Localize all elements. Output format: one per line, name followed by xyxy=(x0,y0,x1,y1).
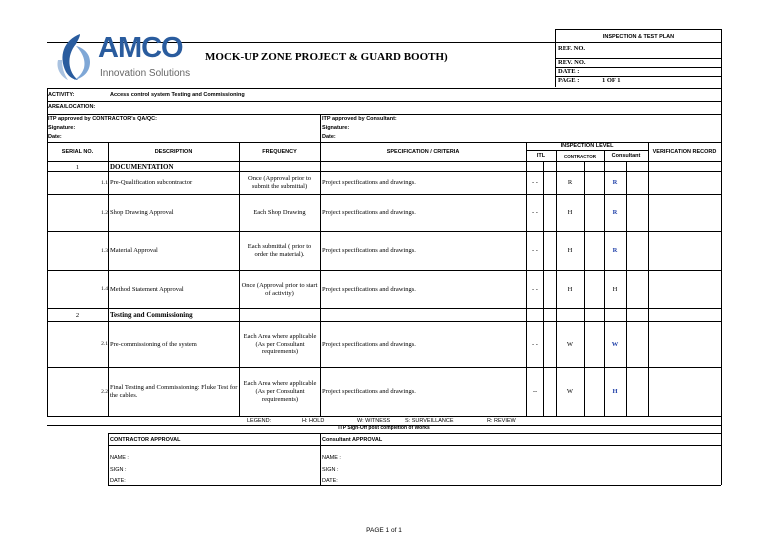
row-contractor-level: R xyxy=(567,179,573,187)
page-footer: PAGE 1 of 1 xyxy=(366,527,402,534)
row-itl: -- xyxy=(532,388,538,396)
row-frequency: Each Shop Drawing xyxy=(253,209,306,217)
section-1-serial: 1 xyxy=(75,164,80,171)
logo-brand: AMCO xyxy=(98,32,183,64)
activity-value: Access control system Testing and Commissioning xyxy=(110,92,245,98)
page-value: 1 OF 1 xyxy=(602,77,621,84)
activity-label: ACTIVITY: xyxy=(48,92,75,98)
row-itl: - - xyxy=(532,285,538,293)
row-consultant-level: W xyxy=(611,340,619,348)
contractor-approval-title: CONTRACTOR APPROVAL xyxy=(110,437,181,443)
date-label: DATE : xyxy=(558,68,580,75)
row-frequency: Each submittal ( prior to order the material). xyxy=(247,243,312,258)
row-number: 1.2 xyxy=(101,209,108,216)
row-number: 2.1 xyxy=(101,341,108,348)
consultant-itp-approval: ITP approved by Consultant: xyxy=(322,116,397,122)
legend-label: LEGEND: xyxy=(247,418,272,424)
contractor-date-label: Date: xyxy=(48,134,62,140)
row-spec: Project specifications and drawings. xyxy=(322,388,416,396)
row-spec: Project specifications and drawings. xyxy=(322,340,416,348)
logo-tagline: Innovation Solutions xyxy=(100,68,191,79)
legend-review: R: REVIEW xyxy=(487,418,516,424)
col-contractor-header: CONTRACTOR xyxy=(564,153,596,159)
row-number: 1.3 xyxy=(101,247,108,254)
col-frequency-header: FREQUENCY xyxy=(262,148,297,155)
legend-surveillance: S: SURVEILLANCE xyxy=(405,418,454,424)
row-consultant-level: R xyxy=(612,179,618,187)
page-label: PAGE : xyxy=(558,77,580,84)
consultant-sign-label: SIGN : xyxy=(322,467,339,473)
col-description-header: DESCRIPTION xyxy=(154,148,193,155)
col-inspection-level-header: INSPECTION LEVEL xyxy=(560,143,614,149)
row-frequency: Once (Approval prior to submit the submittal) xyxy=(248,175,311,190)
row-description: Pre-commissioning of the system xyxy=(110,340,197,348)
col-consultant-header: Consultant xyxy=(611,152,641,159)
consultant-signature-label: Signature: xyxy=(322,125,350,131)
consultant-approval-title: Consultant APPROVAL xyxy=(322,437,383,443)
row-contractor-level: H xyxy=(567,209,573,217)
row-frequency: Once (Approval prior to start of activity) xyxy=(241,281,318,297)
rev-no-label: REV. NO. xyxy=(558,59,586,66)
contractor-name-label: NAME : xyxy=(110,455,129,461)
row-spec: Project specifications and drawings. xyxy=(322,179,416,187)
project-title: MOCK-UP ZONE PROJECT & GUARD BOOTH) xyxy=(205,51,448,63)
consultant-date-label: DATE: xyxy=(322,478,338,484)
section-1-title: DOCUMENTATION xyxy=(110,163,174,171)
ref-no-label: REF. NO. xyxy=(558,45,586,52)
col-itl-header: ITL xyxy=(536,152,546,159)
row-contractor-level: W xyxy=(566,388,574,396)
row-consultant-level: R xyxy=(612,247,618,255)
col-verification-header: VERIFICATION RECORD xyxy=(652,148,717,155)
row-spec: Project specifications and drawings. xyxy=(322,285,416,293)
contractor-sign-label: SIGN : xyxy=(110,467,127,473)
row-itl: - - xyxy=(532,179,538,187)
contractor-date-label: DATE: xyxy=(110,478,126,484)
row-description: Method Statement Approval xyxy=(110,285,184,293)
row-itl: - - xyxy=(532,247,538,255)
row-number: 2.2 xyxy=(101,388,108,395)
row-itl: - - xyxy=(532,209,538,217)
section-2-title: Testing and Commissioning xyxy=(110,311,193,319)
row-contractor-level: H xyxy=(567,285,573,293)
row-consultant-level: H xyxy=(612,285,618,293)
row-spec: Project specifications and drawings. xyxy=(322,209,416,217)
row-itl: - - xyxy=(532,340,538,348)
row-contractor-level: W xyxy=(566,340,574,348)
col-spec-header: SPECIFICATION / CRITERIA xyxy=(386,148,460,155)
amco-flame-icon xyxy=(50,30,100,82)
area-location-label: AREA/LOCATION: xyxy=(48,104,96,110)
row-spec: Project specifications and drawings. xyxy=(322,247,416,255)
row-consultant-level: R xyxy=(612,209,618,217)
col-serial-header: SERIAL NO. xyxy=(61,148,94,155)
row-number: 1.4 xyxy=(101,286,108,293)
row-description: Material Approval xyxy=(110,247,158,255)
legend-witness: W: WITNESS xyxy=(357,418,391,424)
row-frequency: Each Area where applicable (As per Consultant requirements) xyxy=(243,332,317,356)
row-consultant-level: H xyxy=(612,388,618,396)
doc-type-title: INSPECTION & TEST PLAN xyxy=(602,34,675,40)
consultant-date-label: Date: xyxy=(322,134,336,140)
section-2-serial: 2 xyxy=(75,312,80,319)
consultant-name-label: NAME : xyxy=(322,455,341,461)
amco-logo xyxy=(50,30,200,82)
contractor-itp-approval: ITP approved by CONTRACTOR's QA/QC: xyxy=(48,116,157,122)
signoff-title: ITP Sign-Off post completion of Works xyxy=(338,425,430,431)
legend-hold: H: HOLD xyxy=(302,418,325,424)
row-number: 1.1 xyxy=(101,179,108,186)
row-contractor-level: H xyxy=(567,247,573,255)
contractor-signature-label: Signature: xyxy=(48,125,76,131)
row-description: Final Testing and Commissioning: Fluke Test for the cables. xyxy=(110,384,238,399)
row-description: Pre-Qualification subcontractor xyxy=(110,179,193,187)
row-frequency: Each Area where applicable (As per Consultant requirements) xyxy=(243,380,317,403)
row-description: Shop Drawing Approval xyxy=(110,209,174,217)
